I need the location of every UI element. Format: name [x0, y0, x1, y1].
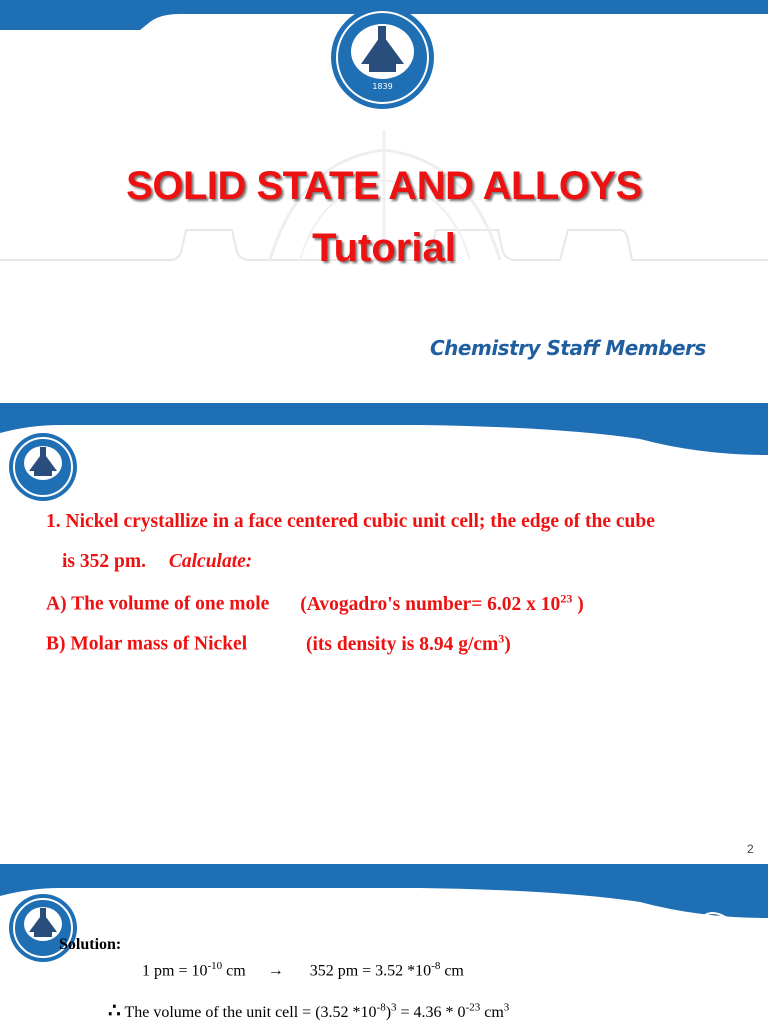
staff-subtitle: Chemistry Staff Members: [430, 336, 706, 360]
calculate-label: Calculate:: [168, 551, 253, 572]
question-edge-text: is 352 pm.: [62, 551, 146, 572]
university-seal-icon: [331, 6, 434, 109]
solution-label: Solution:: [59, 936, 122, 953]
university-seal-icon: [9, 433, 77, 501]
conversion-line: 1 pm = $10^{-10}$ cm → 352 pm = 3.52 $*10^{-8}$ cm: [142, 960, 464, 980]
part-a-label: A) The volume of one mole: [46, 593, 270, 615]
solution-slide: [0, 864, 768, 1024]
title-slide: [0, 0, 768, 402]
density-note: (its density is 8.94 $g/cm^3$): [306, 631, 511, 655]
slide-title-tutorial: Tutorial: [312, 226, 456, 270]
arrow-icon: →: [267, 962, 284, 980]
seal-emblem-icon: [24, 446, 62, 480]
question-slide: [0, 403, 768, 863]
seal-year: 1839: [372, 82, 393, 91]
part-a: [46, 591, 584, 616]
part-b-label: B) Molar mass of Nickel: [46, 633, 248, 655]
seal-emblem-icon: [351, 24, 414, 79]
slide-title: SOLID STATE AND ALLOYS: [126, 164, 642, 208]
page-number: 2: [747, 842, 754, 856]
header-band: [0, 403, 768, 465]
question-line-1: 1. Nickel crystallize in a face centered cubic unit cell; the edge of the cube: [46, 511, 655, 532]
question-line-2: [62, 551, 252, 573]
part-b: [46, 631, 511, 656]
seal-emblem-icon: [24, 907, 62, 941]
unit-cell-volume-line: ∴ The volume of the unit cell = (3.52 $*10^{-8})^3 = 4.36 * 0^{-23}$ $cm^3$: [108, 1000, 510, 1022]
avogadro-note: (Avogadro's number= 6.02 x $10^{23}$ ): [300, 591, 584, 615]
therefore-icon: ∴: [108, 1000, 121, 1022]
header-band: [0, 864, 768, 924]
